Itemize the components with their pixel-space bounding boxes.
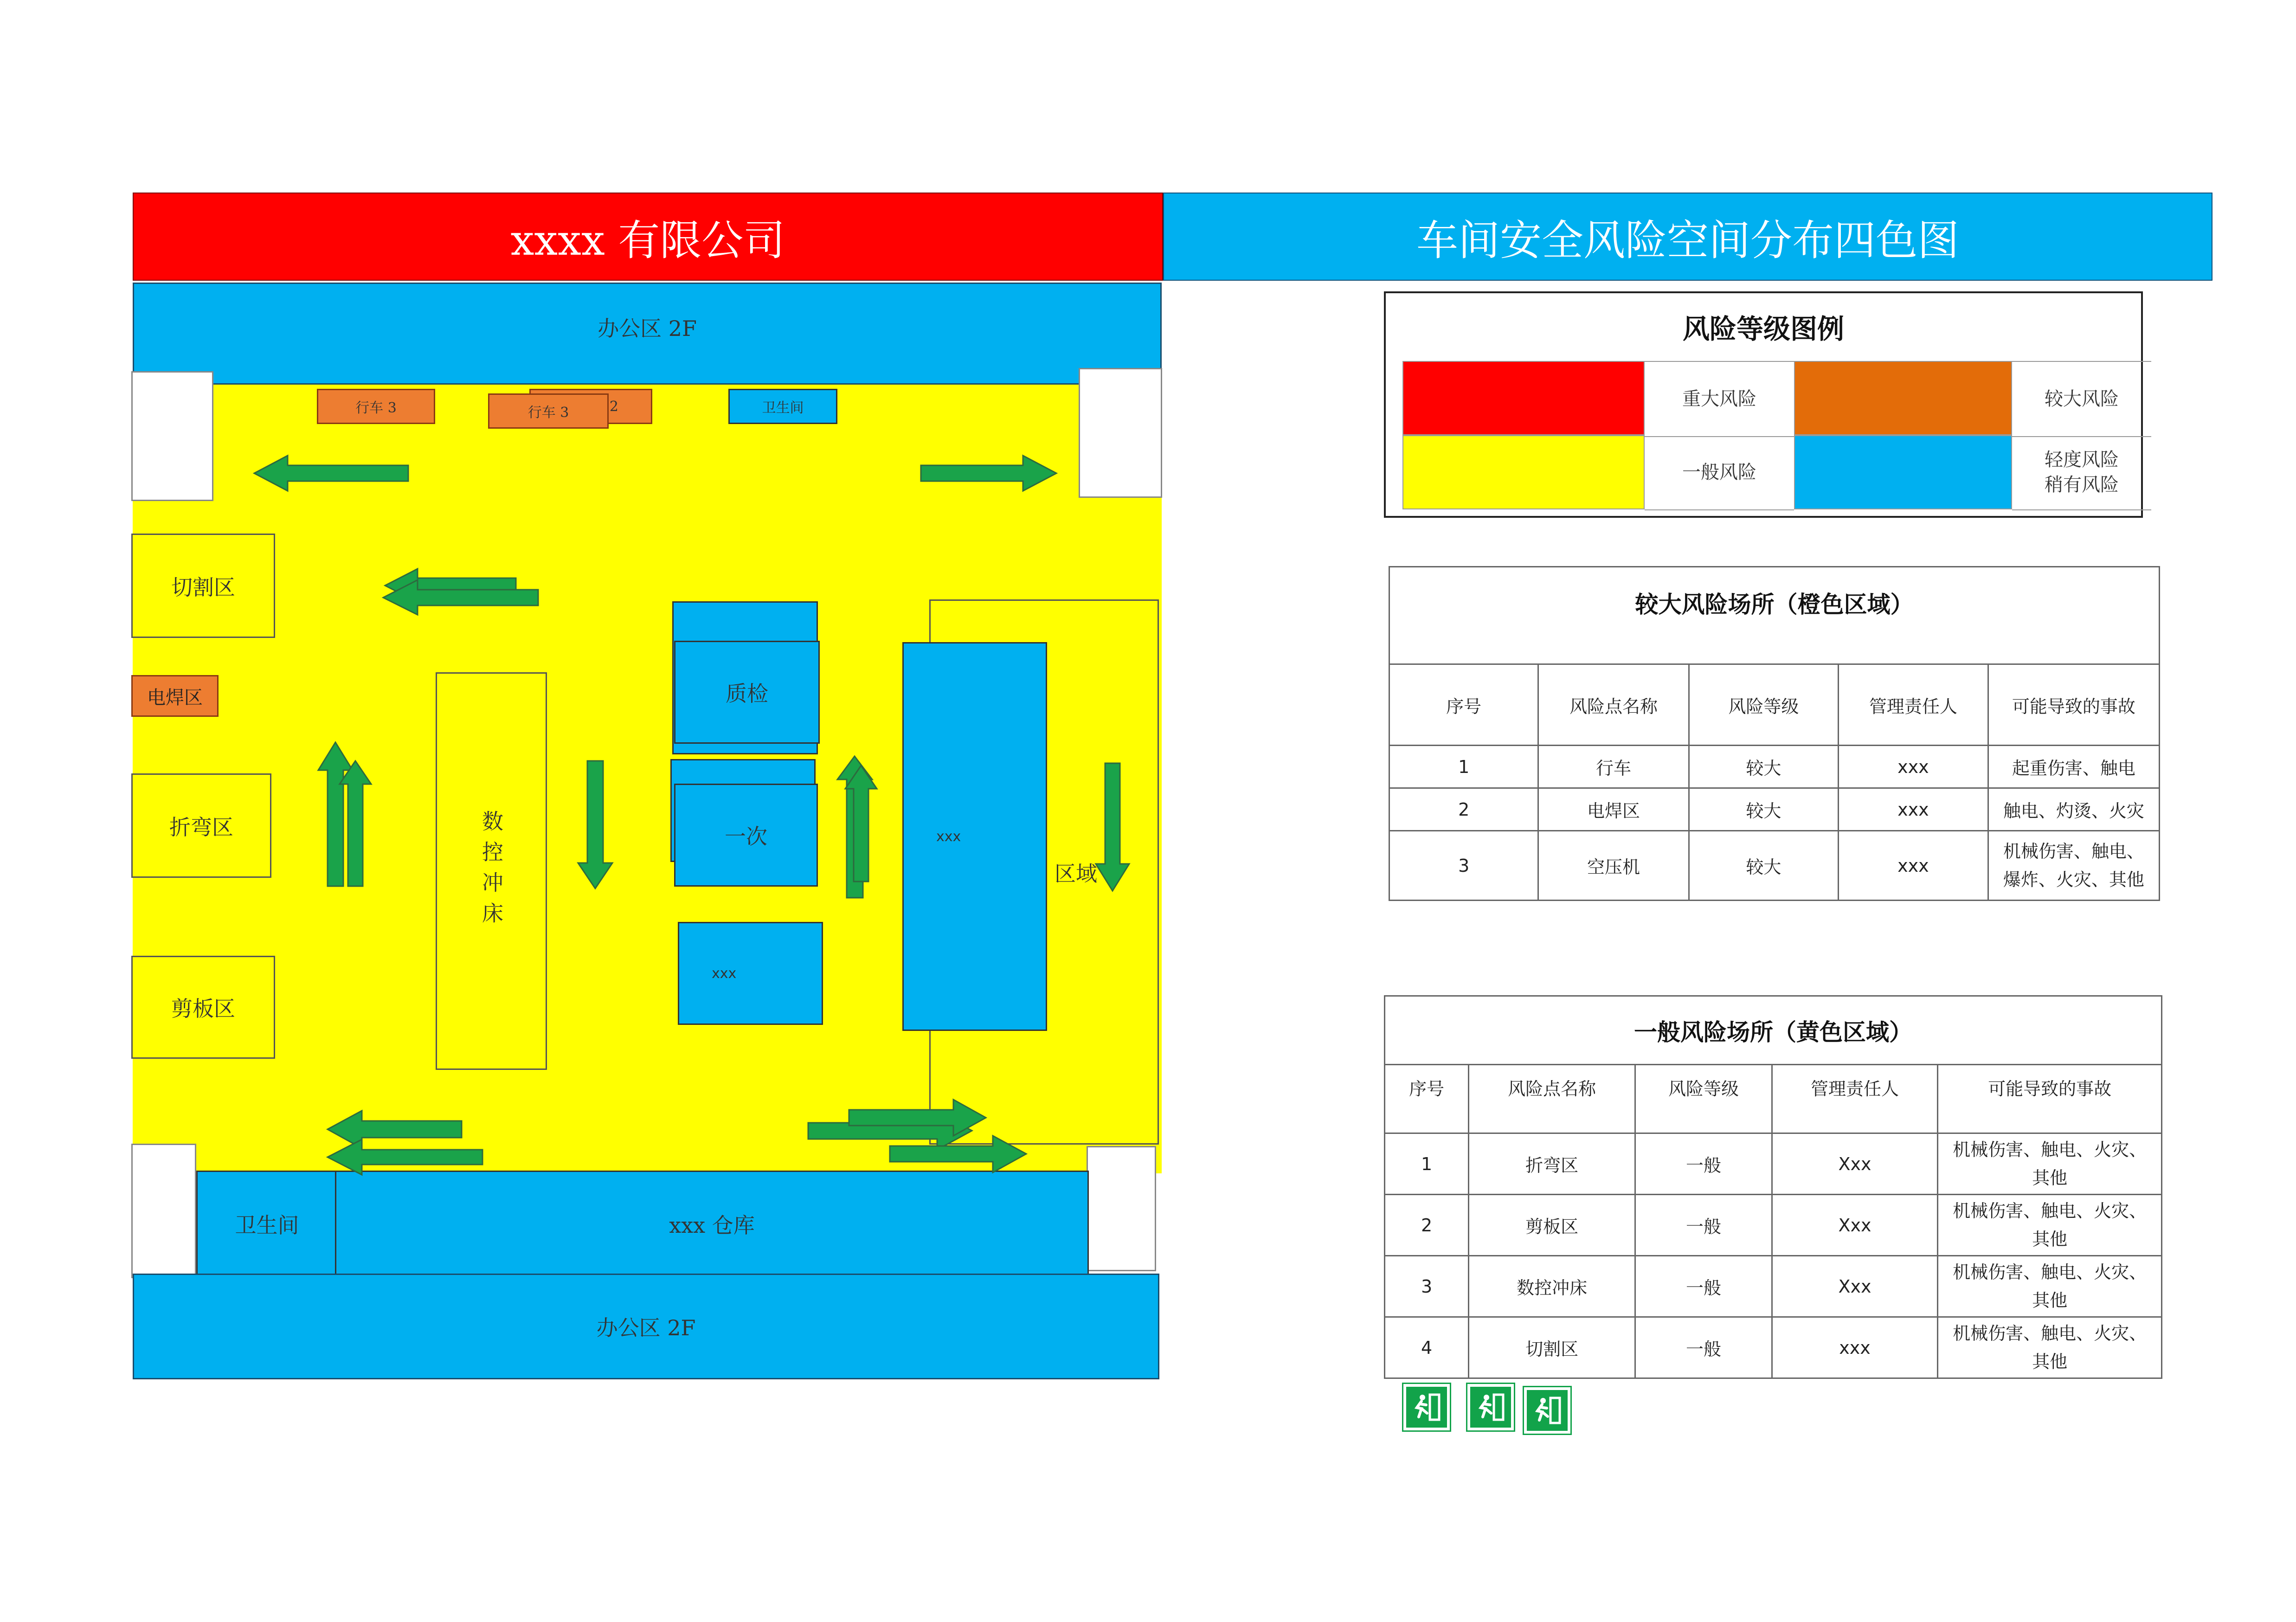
cell-line-1: 机械伤害、触电、火灾、 (1953, 1262, 2147, 1282)
cell-multiline (1938, 1133, 2162, 1195)
emergency-exit-icon (1467, 1384, 1514, 1430)
crane-zone-2-label: 行车 3 (527, 405, 569, 421)
cell: 较大 (1689, 831, 1838, 901)
quality-zone-label: 质检 (726, 681, 768, 706)
cell: 4 (1385, 1317, 1469, 1378)
emergency-exit-icon (1403, 1384, 1450, 1430)
cell: 空压机 (1538, 831, 1689, 901)
major-header-accident: 可能导致的事故 (1988, 664, 2159, 746)
cell: Xxx (1772, 1195, 1937, 1256)
cell: Xxx (1772, 1133, 1937, 1195)
cell: 2 (1385, 1195, 1469, 1256)
legend-text-major: 重大风险 (1682, 388, 1756, 410)
cell-multiline (1938, 1195, 2162, 1256)
emergency-exit-icon (1524, 1387, 1570, 1434)
general-header-name: 风险点名称 (1469, 1065, 1635, 1133)
cell: xxx (1839, 831, 1988, 901)
legend-swatch-general (1402, 435, 1645, 509)
legend-label-major (1645, 361, 1794, 437)
chart-title: 车间安全风险空间分布四色图 (1416, 216, 1959, 265)
arrow-left-top (254, 456, 408, 491)
table-row (1385, 1317, 2162, 1378)
general-risk-table-title: 一般风险场所（黄色区域） (1385, 996, 2162, 1065)
cell: 2 (1389, 788, 1538, 831)
general-header-accident: 可能导致的事故 (1938, 1065, 2162, 1133)
cell: 3 (1385, 1256, 1469, 1317)
arrow-down-mid (578, 761, 612, 888)
legend-text-low: 轻度风险 (2045, 449, 2119, 470)
table-row (1389, 788, 2160, 831)
cell: 切割区 (1469, 1317, 1635, 1378)
cell: 剪板区 (1469, 1195, 1635, 1256)
bending-zone-label: 折弯区 (169, 814, 233, 840)
general-header-level: 风险等级 (1635, 1065, 1772, 1133)
general-header-no: 序号 (1385, 1065, 1469, 1133)
risk-legend (1384, 291, 2143, 518)
legend-swatch-significant (1794, 361, 2012, 435)
running-man-icon (1474, 1391, 1507, 1423)
cell: 一般 (1635, 1133, 1772, 1195)
cell: 行车 (1538, 746, 1689, 788)
legend-label-low (2012, 435, 2151, 510)
cell: 较大 (1689, 788, 1838, 831)
arrow-right-bottom-3 (890, 1136, 1026, 1172)
major-header-name: 风险点名称 (1538, 664, 1689, 746)
legend-text-significant: 较大风险 (2045, 388, 2119, 410)
cell-line-2: 其他 (2032, 1229, 2068, 1249)
cell: 较大 (1689, 746, 1838, 788)
running-man-icon (1531, 1394, 1563, 1427)
arrow-left-bottom-1 (328, 1111, 462, 1148)
cell-line-1: 机械伤害、触电、 (2003, 841, 2144, 862)
warehouse-label: xxx 仓库 (669, 1213, 755, 1238)
cell-multiline (1938, 1317, 2162, 1378)
cell-line-2: 其他 (2032, 1167, 2068, 1188)
major-header-level: 风险等级 (1689, 664, 1838, 746)
crane-zone-1-label: 行车 3 (355, 400, 397, 416)
xxx-tall-zone-label: xxx (936, 828, 961, 845)
restroom-top-label: 卫生间 (762, 400, 804, 416)
cell: 触电、灼烫、火灾 (1988, 788, 2159, 831)
right-region-label: 区域 (1055, 861, 1097, 886)
general-risk-table (1384, 995, 2162, 1379)
cell-multiline (1988, 831, 2159, 901)
cell: 电焊区 (1538, 788, 1689, 831)
table-row (1385, 1256, 2162, 1317)
legend-text-general: 一般风险 (1682, 462, 1756, 483)
cell: 数控冲床 (1469, 1256, 1635, 1317)
table-row (1385, 1133, 2162, 1195)
cell: Xxx (1772, 1256, 1937, 1317)
major-risk-table (1389, 566, 2160, 901)
table-row (1385, 1195, 2162, 1256)
cell: xxx (1839, 746, 1988, 788)
legend-swatch-major (1402, 361, 1645, 435)
xxx-zone-label: xxx (712, 965, 737, 982)
table-row (1389, 831, 2160, 901)
arrow-down-right (1096, 763, 1129, 891)
running-man-icon (1410, 1391, 1443, 1423)
major-header-no: 序号 (1389, 664, 1538, 746)
major-risk-table-title: 较大风险场所（橙色区域） (1389, 567, 2160, 664)
cell: 一般 (1635, 1256, 1772, 1317)
legend-title: 风险等级图例 (1682, 313, 1844, 345)
cell: 一般 (1635, 1195, 1772, 1256)
arrow-right-top (921, 456, 1056, 491)
welding-zone-label: 电焊区 (147, 687, 203, 708)
primary-zone-label: 一次 (725, 824, 767, 849)
cell: 一般 (1635, 1317, 1772, 1378)
cnc-punch-label: 数控冲床 (479, 810, 504, 933)
crane-zone-2-behind-label: 2 (609, 398, 618, 415)
cell-multiline (1938, 1256, 2162, 1317)
cell-line-1: 机械伤害、触电、火灾、 (1953, 1323, 2147, 1344)
company-name: xxxx 有限公司 (510, 216, 785, 265)
legend-label-general (1645, 435, 1794, 510)
cell-line-2: 其他 (2032, 1290, 2068, 1311)
cell-line-2: 其他 (2032, 1351, 2068, 1372)
cell: 1 (1389, 746, 1538, 788)
shearing-zone-label: 剪板区 (171, 996, 235, 1021)
cutting-zone-label: 切割区 (171, 574, 235, 600)
office-area-bottom-label: 办公区 2F (596, 1315, 696, 1340)
office-area-top-label: 办公区 2F (598, 316, 697, 341)
cell-line-1: 机械伤害、触电、火灾、 (1953, 1200, 2147, 1221)
cell: xxx (1772, 1317, 1937, 1378)
arrow-left-bottom-2 (328, 1139, 482, 1175)
table-row (1389, 746, 2160, 788)
cell: 1 (1385, 1133, 1469, 1195)
legend-label-significant (2012, 361, 2151, 437)
cell: xxx (1839, 788, 1988, 831)
cell-line-2: 爆炸、火灾、其他 (2003, 869, 2144, 890)
cell-line-1: 机械伤害、触电、火灾、 (1953, 1139, 2147, 1160)
legend-swatch-low (1794, 435, 2012, 509)
cell: 起重伤害、触电 (1988, 746, 2159, 788)
legend-text-low-2: 稍有风险 (2045, 474, 2119, 496)
restroom-bottom-label: 卫生间 (235, 1213, 299, 1238)
arrow-up-left-2 (340, 761, 371, 886)
cell: 3 (1389, 831, 1538, 901)
cell: 折弯区 (1469, 1133, 1635, 1195)
general-header-owner: 管理责任人 (1772, 1065, 1937, 1133)
major-header-owner: 管理责任人 (1839, 664, 1988, 746)
